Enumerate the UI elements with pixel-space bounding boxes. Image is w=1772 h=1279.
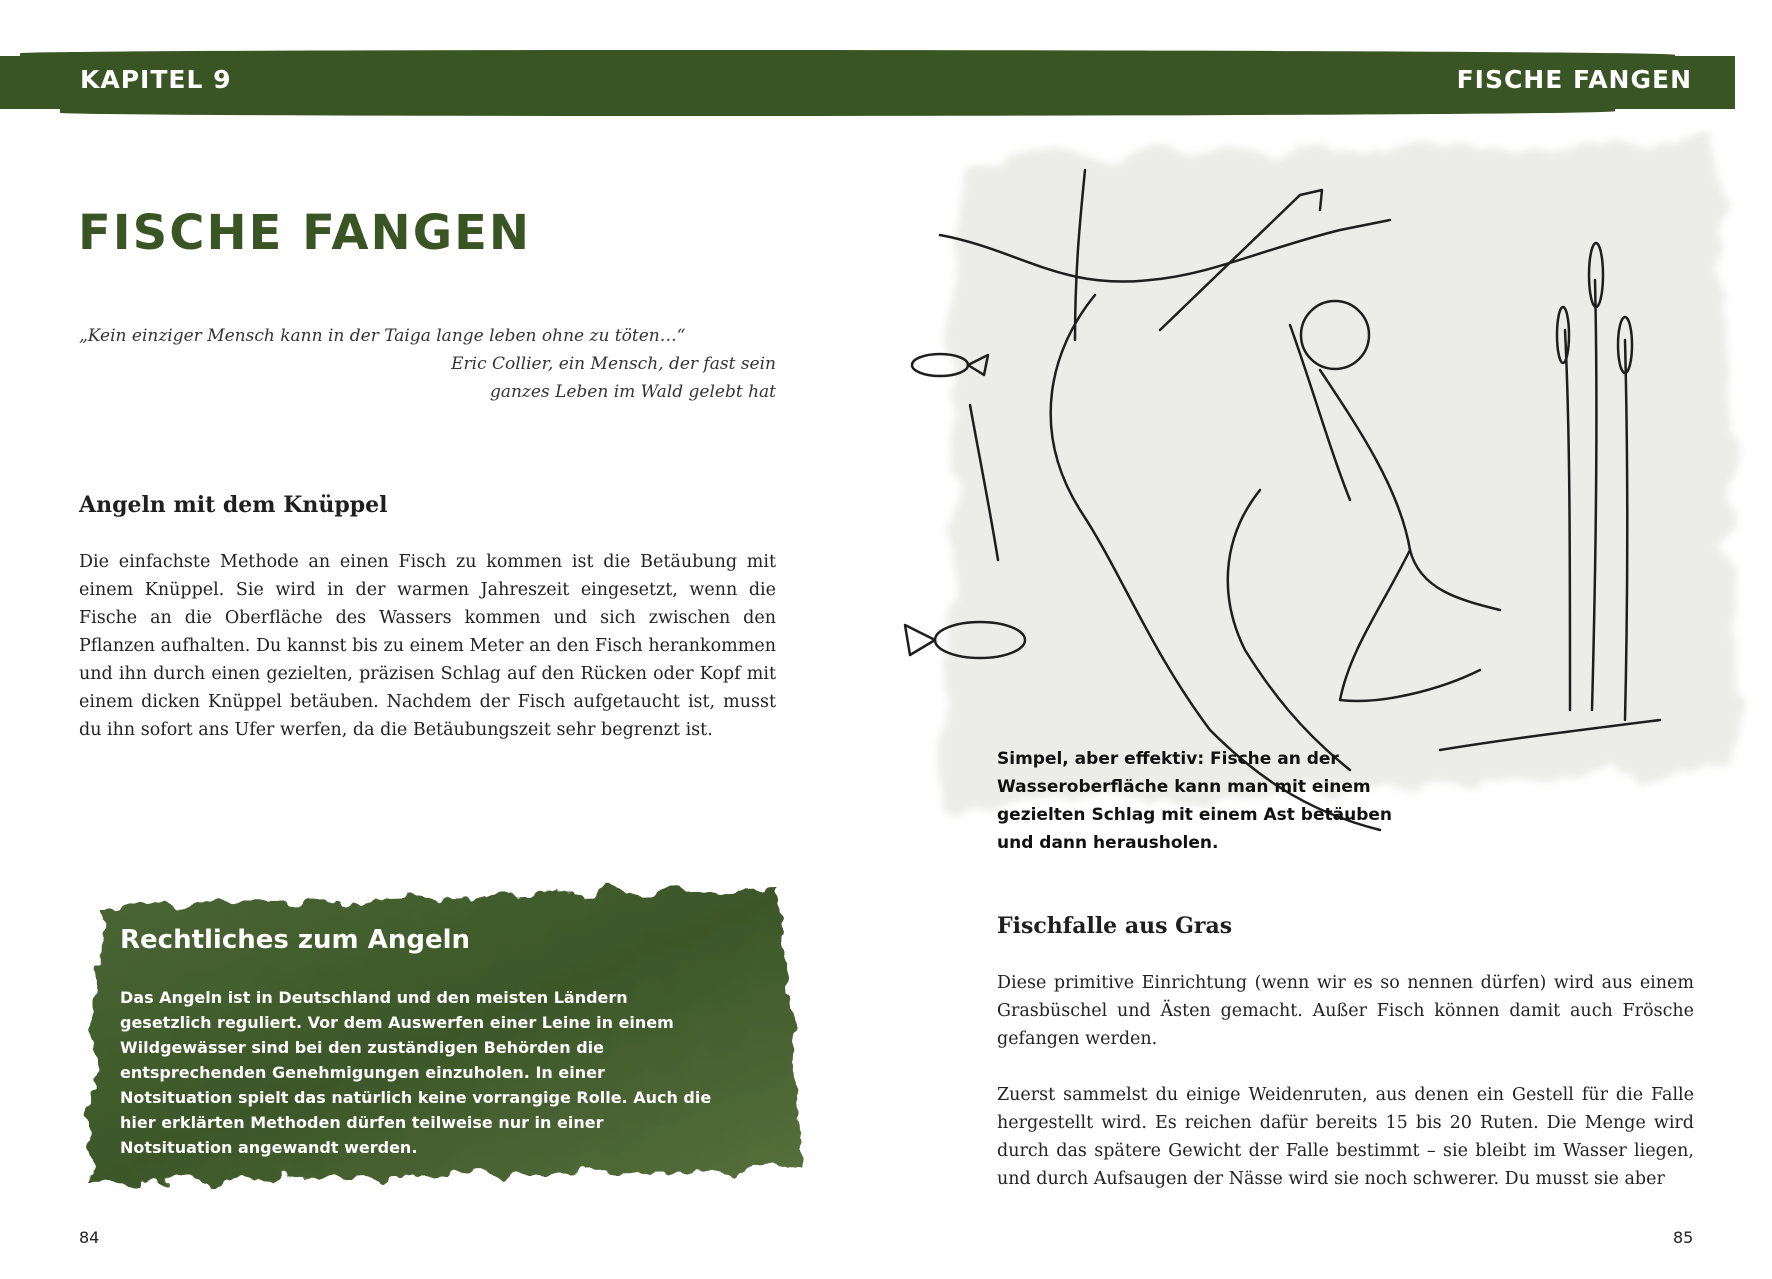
chapter-label: KAPITEL 9	[80, 65, 232, 94]
section-label: FISCHE FANGEN	[1456, 65, 1692, 94]
quote-author-line-2: ganzes Leben im Wald gelebt hat	[489, 382, 776, 402]
section-heading-fischfalle: Fischfalle aus Gras	[997, 913, 1233, 939]
page-number-left: 84	[79, 1228, 100, 1247]
illustration-caption: Simpel, aber effektiv: Fische an der Wasseroberfläche kann man mit einem gezielten Schlag mit einem Ast betäuben und dann herausholen.	[997, 749, 1392, 853]
info-box-title: Rechtliches zum Angeln	[120, 925, 470, 955]
page-number-right: 85	[1673, 1228, 1694, 1247]
paragraph-fischfalle-2: Zuerst sammelst du einige Weidenruten, aus denen ein Gestell für die Falle hergestellt wird. Es reichen dafür bereits 15 bis 20 Ruten. Die Menge wird durch das spätere Gewicht der Falle bestimmt – sie bleibt im Wasser liegen, und durch Aufsaugen der Nässe wird sie noch schwerer. Du musst sie aber	[997, 1085, 1694, 1189]
epigraph-quote	[79, 322, 776, 406]
quote-text: „Kein einziger Mensch kann in der Taiga lange leben ohne zu töten…“	[79, 326, 686, 346]
quote-author-line-1: Eric Collier, ein Mensch, der fast sein	[451, 354, 776, 374]
info-box-text: Das Angeln ist in Deutschland und den meisten Ländern gesetzlich reguliert. Vor dem Auswerfen einer Leine in einem Wildgewässer sind bei den zuständigen Behörden die entsprechenden Genehmigungen einzuholen. In einer Notsituation spielt das natürlich keine vorrangige Rolle. Auch die hier erklärten Methoden dürfen teilweise nur in einer Notsituation angewandt werden.	[120, 988, 712, 1157]
paragraph-fischfalle-1: Diese primitive Einrichtung (wenn wir es so nennen dürfen) wird aus einem Grasbüschel und Ästen gemacht. Außer Fisch können damit auch Frösche gefangen werden.	[997, 973, 1694, 1049]
section-heading-knueppel: Angeln mit dem Knüppel	[79, 492, 388, 518]
fish-tail	[905, 625, 935, 655]
page-title: FISCHE FANGEN	[78, 205, 532, 261]
paragraph-knueppel: Die einfachste Methode an einen Fisch zu kommen ist die Betäubung mit einem Knüppel. Sie wird in der warmen Jahreszeit eingesetzt, wenn die Fische an die Oberfläche des Wassers kommen und sich zwischen den Pflanzen aufhalten. Du kannst bis zu einem Meter an den Fisch herankommen und ihn durch einen gezielten, präzisen Schlag auf den Rücken oder Kopf mit einem dicken Knüppel betäuben. Nachdem der Fisch aufgetaucht ist, musst du ihn sofort ans Ufer werfen, da die Betäubungszeit sehr begrenzt ist.	[79, 552, 776, 740]
